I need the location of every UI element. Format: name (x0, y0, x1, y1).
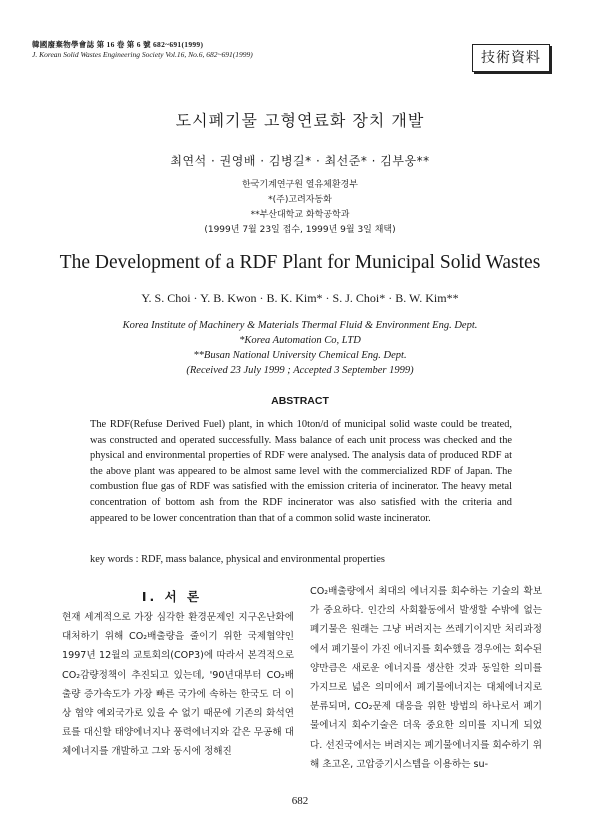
page-number: 682 (291, 795, 309, 807)
affiliation-korean-2: *(주)고려자동화 (268, 195, 332, 205)
journal-english-line: J. Korean Solid Wastes Engineering Society Vol.16, No.6, 682~691(1999) (32, 50, 253, 59)
affiliation-korean-1: 한국기계연구원 열유체환경부 (242, 180, 358, 190)
keywords: key words : RDF, mass balance, physical and environmental properties (90, 554, 385, 565)
received-dates-korean: (1999년 7월 23일 접수, 1999년 9월 3일 채택) (204, 225, 396, 235)
abstract-text: The RDF(Refuse Derived Fuel) plant, in which 10ton/d of municipal solid waste could be treated, was constructed and operated successfully. Mass balance of each unit process was checked and the physical and environmental properties of RDF were analysed. The analysis data of produced RDF at the above plant was appeared to be almost same level with the commercialized RDF of Japan. The combustion flue gas of RDF was satisfied with the emission criteria of incinerator. The heavy metal concentration of bottom ash from the RDF incinerator was also satisfied with the criteria and appeared to be lower concentration than that of a common solid waste incinerator. (90, 419, 512, 524)
title-korean: 도시폐기물 고형연료화 장치 개발 (175, 111, 425, 130)
affiliation-english-1: Korea Institute of Machinery & Materials Thermal Fluid & Environment Eng. Dept. (122, 320, 478, 331)
category-tag: 技術資料 (472, 44, 550, 72)
abstract-heading: ABSTRACT (271, 395, 329, 407)
received-dates-english: (Received 23 July 1999 ; Accepted 3 September 1999) (186, 365, 414, 376)
authors-korean: 최연석 · 권영배 · 김병길* · 최선준* · 김부웅** (170, 154, 430, 168)
body-column-right: CO₂배출량에서 최대의 에너지를 회수하는 기술의 확보가 중요하다. 인간의 사회활동에서 발생할 수밖에 없는 폐기물은 원래는 그냥 버려지는 쓰레기이지만 처리과정에서 폐기물이 가진 에너지를 회수했을 경우에는 회수된 양만큼은 새로운 에너지를 생산한 것과 동일한 의미를 가지므로 넓은 의미에서 폐기물에너지는 대체에너지로 분류되며, CO₂문제 대응을 위한 방법의 하나로서 폐기물에너지 회수기술은 더욱 중요한 의미를 지니게 되었다. 선진국에서는 버려지는 폐기물에너지를 회수하기 위해 초고온, 고압증기시스템을 이용하는 su- (310, 586, 542, 770)
title-english: The Development of a RDF Plant for Municipal Solid Wastes (59, 252, 541, 273)
affiliation-korean-3: **부산대학교 화학공학과 (250, 210, 350, 220)
journal-header (32, 40, 253, 60)
affiliation-english-3: **Busan National University Chemical Eng. Dept. (193, 350, 407, 361)
affiliation-english-2: *Korea Automation Co, LTD (239, 335, 361, 346)
journal-korean-line: 韓國廢棄物學會誌 第 16 卷 第 6 號 682~691(1999) (32, 40, 204, 49)
body-column-left: 현재 세계적으로 가장 심각한 환경문제인 지구온난화에 대처하기 위해 CO₂배출량을 줄이기 위한 국제협약인 1997년 12월의 교토회의(COP3)에 따라서 본격적으로 CO₂감량정책이 추진되고 있는데, '90년대부터 CO₂배출량 증가속도가 가장 빠른 국가에 속하는 한국도 더 이상 협약 예외국가로 있을 수 없기 때문에 기존의 화석연료를 대신할 태양에너지나 풍력에너지와 같은 무공해 대체에너지를 개발하고 그와 동시에 정해진 (62, 612, 294, 758)
section-heading-introduction: Ⅰ. 서 론 (141, 589, 203, 604)
authors-english: Y. S. Choi · Y. B. Kwon · B. K. Kim* · S. J. Choi* · B. W. Kim** (141, 291, 459, 305)
